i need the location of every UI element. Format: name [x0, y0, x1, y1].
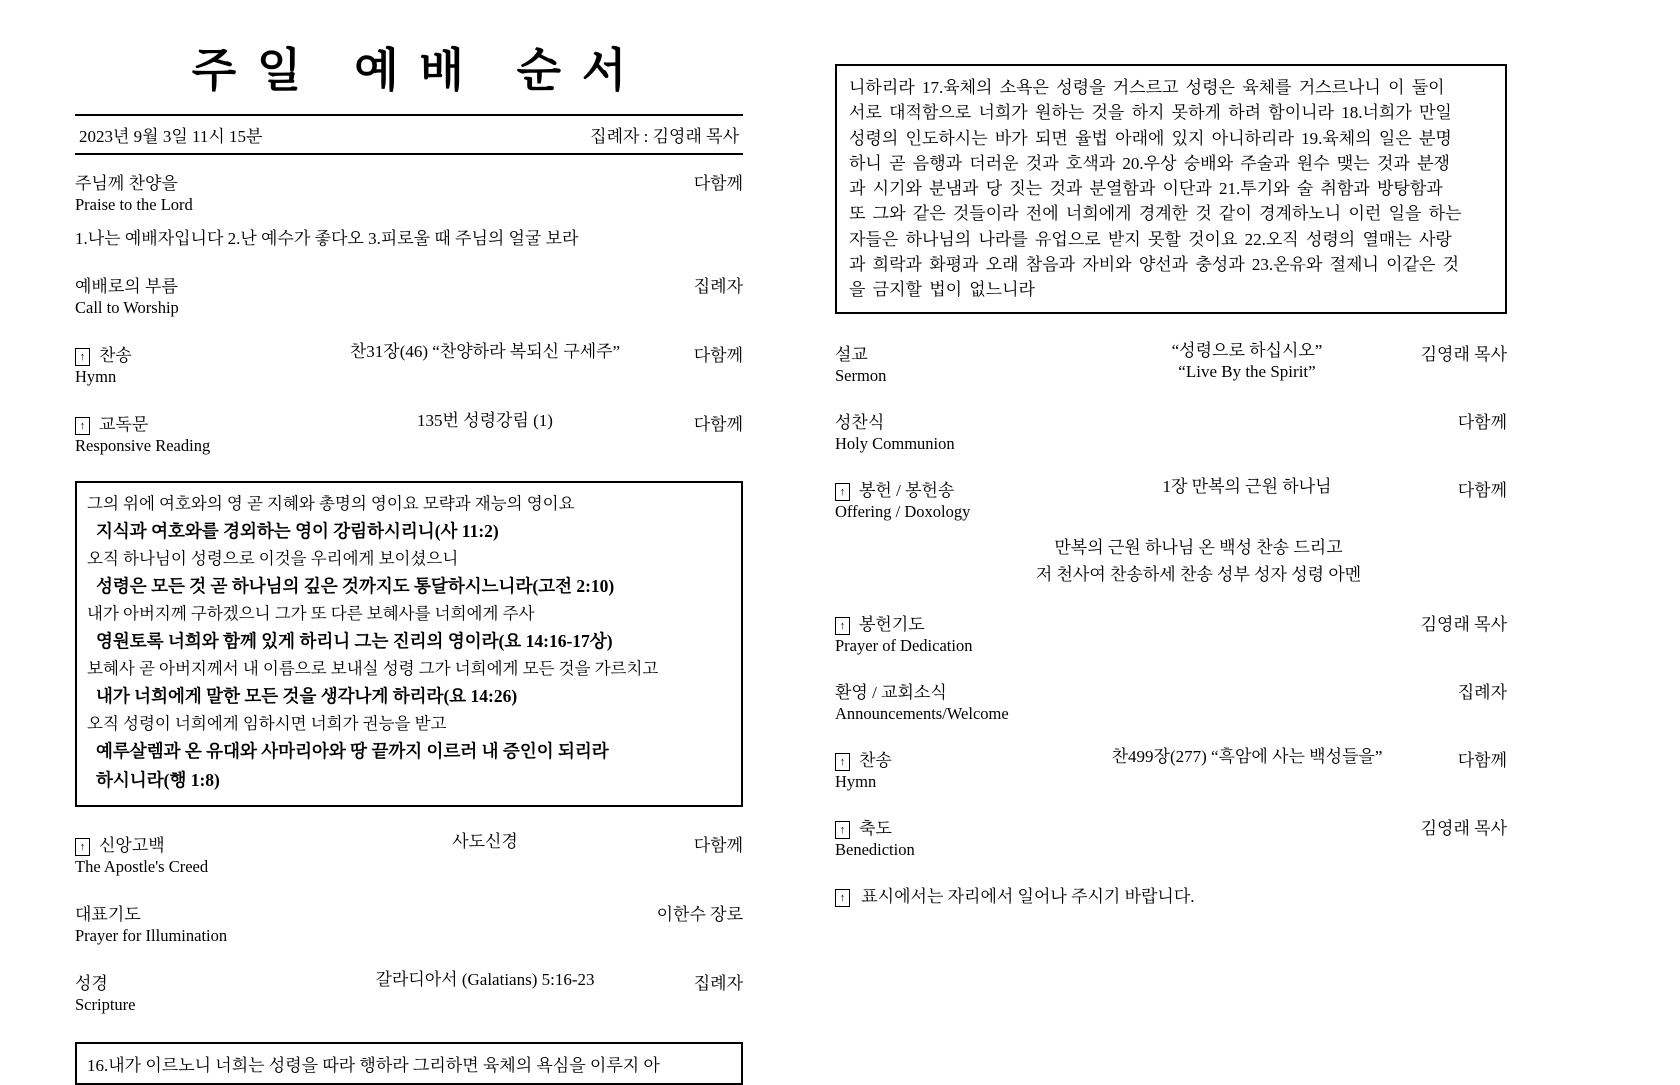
item-title: 설교	[835, 344, 868, 364]
service-item-row	[75, 831, 743, 877]
item-label	[835, 746, 1087, 792]
service-item	[75, 900, 743, 946]
item-label	[75, 272, 327, 318]
stand-arrow-icon: ↑	[835, 753, 850, 771]
responsive-reading-box	[75, 481, 743, 807]
item-title: 찬송	[859, 750, 892, 770]
service-item-row	[75, 169, 743, 215]
service-item	[835, 340, 1507, 386]
scripture-line: 과 시기와 분냄과 당 짓는 것과 분열함과 이단과 21.투기와 술 취함과 방탕함과	[849, 179, 1443, 199]
date-row	[75, 114, 743, 155]
item-role: 다함께	[693, 346, 743, 365]
item-subtitle: Holy Communion	[835, 433, 955, 453]
service-item	[75, 272, 743, 318]
service-item	[835, 678, 1507, 724]
service-items-left-bottom	[75, 831, 743, 1038]
item-title-line	[835, 476, 1087, 501]
service-item	[835, 476, 1507, 588]
service-item-row	[75, 969, 743, 1015]
doxology-line: 저 천사여 찬송하세 찬송 성부 성자 성령 아멘	[1035, 564, 1362, 584]
reading-line: 성령은 모든 것 곧 하나님의 깊은 것까지도 통달하시느니라(고전 2:10)	[96, 576, 615, 596]
scripture-line: 하니 곧 음행과 더러운 것과 호색과 20.우상 숭배와 주술과 원수 맺는 것과 분쟁	[849, 153, 1450, 173]
item-content-line: 사도신경	[452, 832, 518, 851]
item-content	[1087, 746, 1407, 767]
item-content-line: 찬499장(277) “흑암에 사는 백성들을”	[1111, 746, 1383, 766]
page-title: 주일 예배 순서	[191, 45, 647, 96]
item-label	[835, 408, 1087, 454]
item-role: 이한수 장로	[656, 905, 743, 924]
item-label	[75, 341, 327, 387]
item-title-line	[75, 169, 327, 194]
scripture-line: 성령의 인도하시는 바가 되면 율법 아래에 있지 아니하리라 19.육체의 일은 분명	[849, 128, 1452, 148]
item-content-line-en: “Live By the Spirit”	[1178, 361, 1316, 381]
reading-line: 오직 성령이 너희에게 임하시면 너희가 권능을 받고	[87, 714, 447, 733]
service-item-row	[835, 476, 1507, 522]
item-content	[327, 341, 643, 362]
item-content-line: 찬31장(46) “찬양하라 복되신 구세주”	[349, 342, 621, 361]
item-role: 김영래 목사	[1420, 614, 1507, 634]
reading-line: 하시니라(행 1:8)	[96, 770, 220, 790]
item-title-line	[835, 340, 1087, 365]
service-item-row	[835, 746, 1507, 792]
item-content-line: 갈라디아서 (Galatians) 5:16-23	[375, 970, 595, 989]
item-content	[1087, 476, 1407, 497]
item-role: 김영래 목사	[1420, 344, 1507, 364]
item-content	[327, 410, 643, 431]
service-item-row	[835, 610, 1507, 656]
reading-line: 내가 너희에게 말한 모든 것을 생각나게 하리라(요 14:26)	[96, 686, 518, 706]
service-item	[75, 831, 743, 877]
item-extra: 1.나는 예배자입니다 2.난 예수가 좋다오 3.피로울 때 주님의 얼굴 보라	[75, 229, 579, 248]
service-item-row	[835, 814, 1507, 860]
item-label	[835, 678, 1087, 724]
item-label	[75, 969, 327, 1015]
item-title-line	[835, 408, 1087, 433]
item-label	[835, 340, 1087, 386]
stand-arrow-icon: ↑	[835, 889, 850, 907]
item-content-line: “성령으로 하십시오”	[1171, 340, 1323, 360]
item-content	[1087, 340, 1407, 382]
reading-line: 영원토록 너희와 함께 있게 하리니 그는 진리의 영이라(요 14:16-17상)	[96, 631, 613, 651]
item-role: 집례자	[1457, 682, 1507, 702]
item-content	[327, 969, 643, 990]
item-role: 다함께	[693, 174, 743, 193]
item-title-line	[835, 814, 1087, 839]
item-role: 집례자	[693, 277, 743, 296]
item-title-line	[75, 831, 327, 856]
scripture-line: 또 그와 같은 것들이라 전에 너희에게 경계한 것 같이 경계하노니 이런 일을 하는	[849, 204, 1462, 224]
item-title-line	[75, 341, 327, 366]
footnote-text: 표시에서는 자리에서 일어나 주시기 바랍니다.	[861, 886, 1195, 906]
scripture-line: 서로 대적함으로 너희가 원하는 것을 하지 못하게 하려 함이니라 18.너희가 만일	[849, 103, 1452, 123]
item-title-line	[75, 969, 327, 994]
service-items-right	[835, 340, 1507, 882]
item-title: 예배로의 부름	[75, 277, 178, 296]
item-role: 집례자	[693, 974, 743, 993]
item-subtitle: Responsive Reading	[75, 436, 211, 455]
item-title: 환영 / 교회소식	[835, 682, 947, 702]
item-label	[835, 476, 1087, 522]
scripture-box-right	[835, 64, 1507, 314]
doxology-lines	[835, 534, 1507, 588]
scripture-line: 니하리라 17.육체의 소욕은 성령을 거스르고 성령은 육체를 거스르나니 이 둘이	[849, 78, 1445, 97]
item-subtitle: Hymn	[835, 771, 877, 791]
item-role: 다함께	[1457, 412, 1507, 432]
item-subtitle: Announcements/Welcome	[835, 703, 1009, 723]
service-item-row	[835, 408, 1507, 454]
item-subtitle: Benediction	[835, 839, 915, 859]
stand-footnote	[835, 882, 1507, 907]
item-label	[75, 831, 327, 877]
item-title: 축도	[859, 818, 892, 838]
item-title: 봉헌기도	[859, 614, 925, 634]
item-title: 봉헌 / 봉헌송	[859, 480, 955, 500]
stand-arrow-icon: ↑	[75, 348, 90, 366]
item-subtitle: Prayer for Illumination	[75, 926, 228, 945]
stand-arrow-icon: ↑	[835, 483, 850, 501]
item-subtitle: Prayer of Dedication	[835, 635, 973, 655]
item-subtitle: Hymn	[75, 367, 117, 386]
service-item	[75, 410, 743, 456]
item-title-line	[75, 410, 327, 435]
item-role: 김영래 목사	[1420, 818, 1507, 838]
item-content-line: 1장 만복의 근원 하나님	[1162, 476, 1332, 496]
item-subtitle: Call to Worship	[75, 298, 179, 317]
service-item	[835, 746, 1507, 792]
service-item-row	[75, 272, 743, 318]
stand-arrow-icon: ↑	[75, 417, 90, 435]
reading-line: 보혜사 곧 아버지께서 내 이름으로 보내실 성령 그가 너희에게 모든 것을 가르치고	[87, 659, 659, 678]
item-title: 대표기도	[75, 905, 141, 924]
item-title: 교독문	[99, 415, 149, 434]
stand-arrow-icon: ↑	[75, 838, 90, 856]
item-content	[327, 831, 643, 852]
service-item-row	[75, 900, 743, 946]
reading-line: 오직 하나님이 성령으로 이것을 우리에게 보이셨으니	[87, 549, 459, 568]
service-item	[835, 610, 1507, 656]
item-label	[75, 900, 327, 946]
item-title-line	[75, 272, 327, 297]
scripture-line: 16.내가 이르노니 너희는 성령을 따라 행하라 그리하면 육체의 욕심을 이루지 아	[87, 1056, 660, 1075]
service-item	[835, 814, 1507, 860]
service-item-row	[75, 341, 743, 387]
item-subtitle: Praise to the Lord	[75, 195, 193, 214]
item-title-line	[835, 678, 1087, 703]
item-subtitle: Offering / Doxology	[835, 501, 971, 521]
item-subtitle: The Apostle's Creed	[75, 857, 209, 876]
item-role: 다함께	[693, 836, 743, 855]
item-title-line	[75, 900, 327, 925]
right-column	[835, 0, 1507, 1020]
scripture-line: 자들은 하나님의 나라를 유업으로 받지 못할 것이요 22.오직 성령의 열매는 사랑	[849, 229, 1452, 249]
reading-line: 예루살렘과 온 유대와 사마리아와 땅 끝까지 이르러 내 증인이 되리라	[96, 741, 609, 761]
item-title: 신앙고백	[99, 836, 165, 855]
stand-arrow-icon: ↑	[835, 617, 850, 635]
scripture-line: 을 금지할 법이 없느니라	[849, 280, 1035, 300]
item-title: 성경	[75, 974, 108, 993]
item-label	[835, 610, 1087, 656]
item-content-line: 135번 성령강림 (1)	[417, 411, 553, 430]
item-role: 다함께	[1457, 750, 1507, 770]
reading-line: 지식과 여호와를 경외하는 영이 강림하시리니(사 11:2)	[96, 521, 499, 541]
service-item	[835, 408, 1507, 454]
service-item-row	[835, 678, 1507, 724]
left-column	[75, 0, 743, 1075]
item-role: 다함께	[1457, 480, 1507, 500]
item-label	[75, 169, 327, 215]
service-item	[75, 341, 743, 387]
item-title: 찬송	[99, 346, 132, 365]
item-role: 다함께	[693, 415, 743, 434]
service-item	[75, 969, 743, 1015]
scripture-line: 과 희락과 화평과 오래 참음과 자비와 양선과 충성과 23.온유와 절제니 이같은 것	[849, 255, 1460, 275]
service-item	[75, 169, 743, 249]
service-item-row	[75, 410, 743, 456]
service-items-left-top	[75, 169, 743, 479]
item-title-line	[835, 746, 1087, 771]
service-item-row	[835, 340, 1507, 386]
officiant-label: 집례자 : 김영래 목사	[590, 127, 739, 146]
item-label	[75, 410, 327, 456]
service-date: 2023년 9월 3일 11시 15분	[79, 127, 263, 146]
item-label	[835, 814, 1087, 860]
item-subtitle: Sermon	[835, 365, 887, 385]
reading-line: 내가 아버지께 구하겠으니 그가 또 다른 보혜사를 너희에게 주사	[87, 604, 535, 623]
item-title: 성찬식	[835, 412, 885, 432]
doxology-line: 만복의 근원 하나님 온 백성 찬송 드리고	[1054, 537, 1343, 557]
item-title: 주님께 찬양을	[75, 174, 178, 193]
scripture-box-left	[75, 1042, 743, 1085]
item-subtitle: Scripture	[75, 995, 136, 1014]
stand-arrow-icon: ↑	[835, 821, 850, 839]
reading-line: 그의 위에 여호와의 영 곧 지혜와 총명의 영이요 모략과 재능의 영이요	[87, 494, 575, 513]
item-title-line	[835, 610, 1087, 635]
